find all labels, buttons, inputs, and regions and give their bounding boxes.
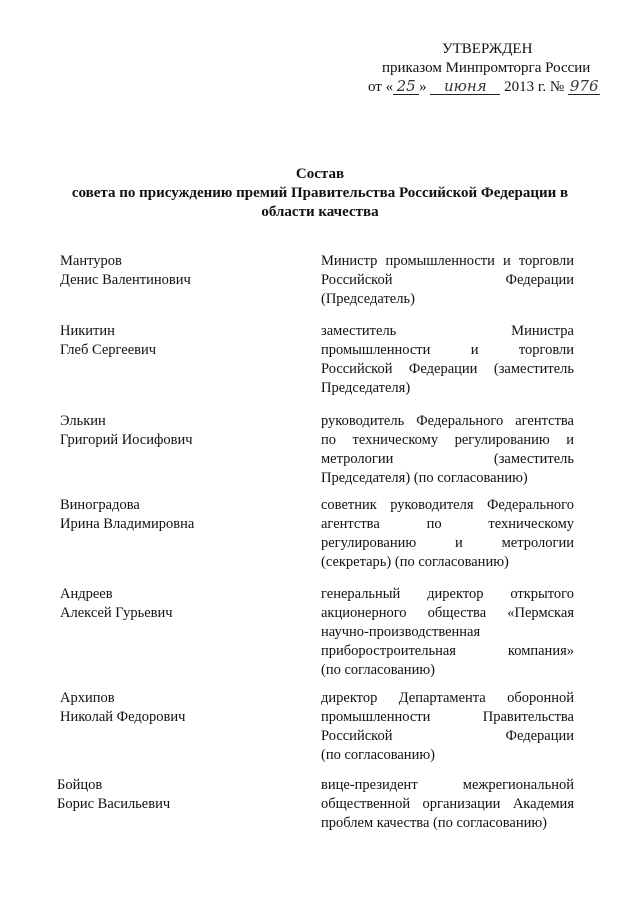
- member-role-line: Российской Федерации: [321, 272, 574, 288]
- member-role-line: (секретарь) (по согласованию): [321, 554, 509, 570]
- member-role-line: метрологии (заместитель: [321, 451, 574, 467]
- member-role-line: Председателя) (по согласованию): [321, 470, 528, 486]
- date-year: 2013 г. №: [504, 79, 565, 95]
- member-role-line: акционерного общества «Пермская: [321, 605, 574, 621]
- date-prefix: от «: [368, 79, 394, 95]
- heading-line-2: совета по присуждению премий Правительства Российской Федерации в: [71, 185, 569, 201]
- handwritten-order-number: 976: [569, 77, 599, 95]
- member-name: [60, 252, 270, 290]
- member-role: [321, 412, 574, 488]
- member-role-line: Министр промышленности и торговли: [321, 253, 574, 269]
- member-role-line: Российской Федерации: [321, 728, 574, 744]
- member-given-names: Глеб Сергеевич: [60, 342, 157, 358]
- document-heading: [40, 165, 600, 222]
- member-role-line: вице-президент межрегиональной: [321, 777, 574, 793]
- approval-title: УТВЕРЖДЕН: [442, 41, 533, 57]
- handwritten-day: 25: [393, 78, 419, 95]
- member-role: [321, 322, 574, 398]
- member-role-line: заместитель Министра: [321, 323, 574, 339]
- member-given-names: Николай Федорович: [60, 709, 186, 725]
- member-name: [60, 412, 270, 450]
- member-role-line: (Председатель): [321, 291, 415, 307]
- member-given-names: Григорий Иосифович: [60, 432, 193, 448]
- member-surname: Андреев: [60, 586, 113, 602]
- member-name: [57, 776, 267, 814]
- member-name: [60, 322, 270, 360]
- member-role-line: генеральный директор открытого: [321, 586, 574, 602]
- member-role-line: Российской Федерации (заместитель: [321, 361, 574, 377]
- member-given-names: Алексей Гурьевич: [60, 605, 173, 621]
- member-name: [60, 585, 270, 623]
- member-role-line: (по согласованию): [321, 747, 435, 763]
- member-role: [321, 776, 574, 833]
- member-role-line: директор Департамента оборонной: [321, 690, 574, 706]
- heading-line-1: Состав: [295, 166, 345, 182]
- member-role: [321, 496, 574, 572]
- member-surname: Элькин: [60, 413, 106, 429]
- member-role: [321, 689, 574, 765]
- member-role-line: (по согласованию): [321, 662, 435, 678]
- member-role-line: агентства по техническому: [321, 516, 574, 532]
- member-role: [321, 252, 574, 309]
- member-given-names: Ирина Владимировна: [60, 516, 195, 532]
- approval-date-line: [368, 78, 600, 97]
- member-role-line: промышленности Правительства: [321, 709, 574, 725]
- member-surname: Мантуров: [60, 253, 122, 269]
- member-surname: Никитин: [60, 323, 115, 339]
- member-surname: Бойцов: [57, 777, 103, 793]
- date-mid: »: [419, 79, 427, 95]
- member-role: [321, 585, 574, 680]
- member-role-line: регулированию и метрологии: [321, 535, 574, 551]
- member-role-line: проблем качества (по согласованию): [321, 815, 547, 831]
- heading-line-3: области качества: [261, 204, 379, 220]
- member-role-line: Председателя): [321, 380, 411, 396]
- member-role-line: общественной организации Академия: [321, 796, 574, 812]
- member-role-line: научно-производственная: [321, 624, 481, 640]
- member-surname: Архипов: [60, 690, 115, 706]
- member-role-line: советник руководителя Федерального: [321, 497, 574, 513]
- member-role-line: промышленности и торговли: [321, 342, 574, 358]
- member-given-names: Денис Валентинович: [60, 272, 191, 288]
- member-role-line: руководитель Федерального агентства: [321, 413, 574, 429]
- member-given-names: Борис Васильевич: [57, 796, 171, 812]
- member-surname: Виноградова: [60, 497, 140, 513]
- approval-order-line: приказом Минпромторга России: [382, 60, 591, 76]
- member-role-line: приборостроительная компания»: [321, 643, 574, 659]
- handwritten-month: июня: [430, 78, 500, 95]
- member-name: [60, 496, 270, 534]
- member-name: [60, 689, 270, 727]
- member-role-line: по техническому регулированию и: [321, 432, 574, 448]
